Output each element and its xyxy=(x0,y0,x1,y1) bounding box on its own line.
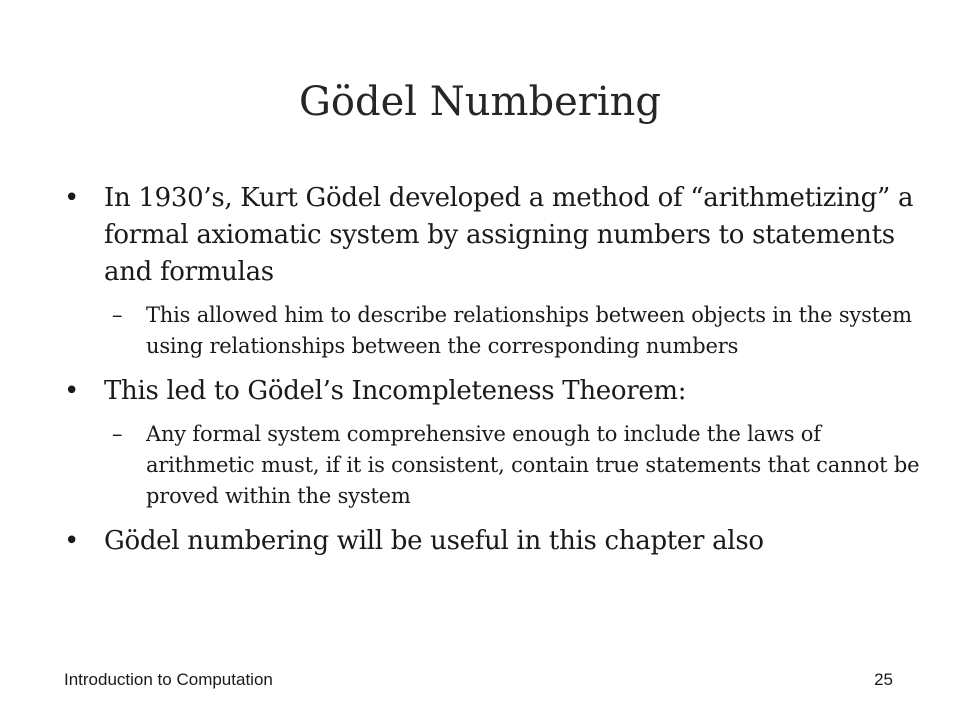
sub-bullet-text: This allowed him to describe relationships between objects in the system using relationships between the corresponding numbers xyxy=(146,303,912,358)
slide-body xyxy=(60,180,920,560)
slide-title: Gödel Numbering xyxy=(298,79,662,125)
footer-page-number: 25 xyxy=(874,670,893,689)
bullet-text: This led to Gödel’s Incompleteness Theorem: xyxy=(104,376,687,406)
sub-bullet-marker: – xyxy=(112,303,123,327)
bullet-text: In 1930’s, Kurt Gödel developed a method of “arithmetizing” a formal axiomatic system by assigning numbers to statements and formulas xyxy=(104,183,914,287)
sub-bullet-marker: – xyxy=(112,422,123,446)
bullet-marker: • xyxy=(64,183,80,213)
sub-bullet-text: Any formal system comprehensive enough to include the laws of arithmetic must, if it is consistent, contain true statements that cannot be proved within the system xyxy=(146,422,920,508)
sub-bullet-item xyxy=(60,419,920,512)
bullet-text: Gödel numbering will be useful in this chapter also xyxy=(104,526,764,556)
bullet-item xyxy=(60,523,920,560)
bullet-marker: • xyxy=(64,376,80,406)
bullet-marker: • xyxy=(64,526,80,556)
bullet-item xyxy=(60,180,920,291)
footer-course-name: Introduction to Computation xyxy=(64,670,273,689)
sub-bullet-item xyxy=(60,300,920,362)
bullet-item xyxy=(60,373,920,410)
